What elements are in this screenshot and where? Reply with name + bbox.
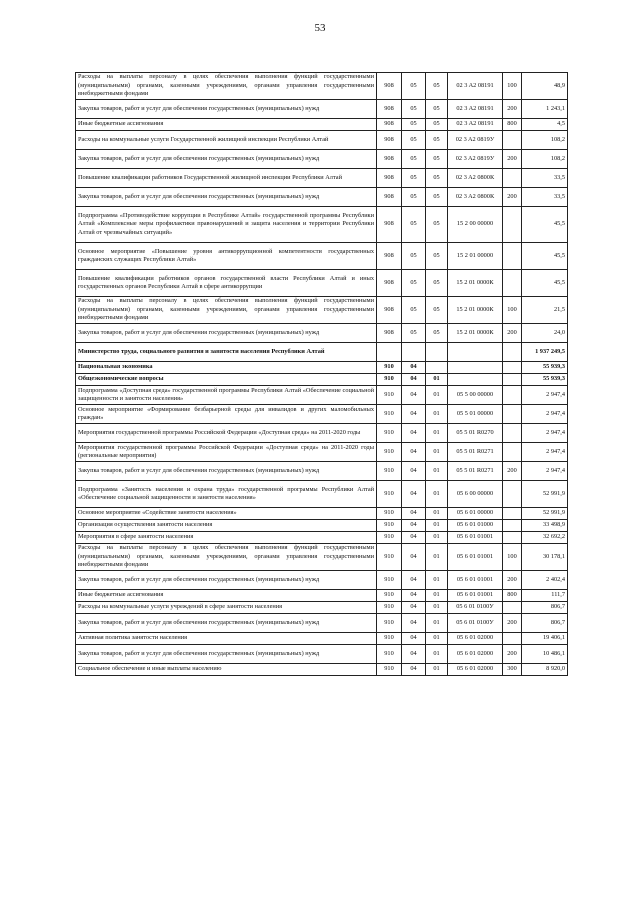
target-article-cell: 15 2 01 0000К xyxy=(448,297,503,324)
table-row xyxy=(76,424,568,443)
expense-type-cell: 200 xyxy=(503,188,522,207)
ministry-code-cell: 908 xyxy=(377,188,402,207)
target-article-cell: 05 6 01 00000 xyxy=(448,508,503,520)
subsection-code-cell: 01 xyxy=(426,405,448,424)
section-code-cell: 05 xyxy=(402,131,426,150)
amount-cell: 108,2 xyxy=(522,131,568,150)
expense-type-cell xyxy=(503,633,522,645)
ministry-code-cell: 908 xyxy=(377,297,402,324)
expense-type-cell: 100 xyxy=(503,73,522,100)
item-name-cell: Закупка товаров, работ и услуг для обеспечения государственных (муниципальных) нужд xyxy=(76,614,377,633)
item-name-cell: Основное мероприятие «Формирование безбарьерной среды для инвалидов и других маломобильных граждан» xyxy=(76,405,377,424)
amount-cell: 4,5 xyxy=(522,119,568,131)
target-article-cell xyxy=(448,362,503,374)
section-code-cell: 04 xyxy=(402,614,426,633)
ministry-code-cell: 910 xyxy=(377,508,402,520)
expense-type-cell xyxy=(503,343,522,362)
section-code-cell: 05 xyxy=(402,207,426,243)
item-name-cell: Закупка товаров, работ и услуг для обеспечения государственных (муниципальных) нужд xyxy=(76,645,377,664)
section-code-cell: 04 xyxy=(402,544,426,571)
expense-type-cell xyxy=(503,131,522,150)
item-name-cell: Повышение квалификации работников Государственной жилищной инспекции Республики Алтай xyxy=(76,169,377,188)
section-code-cell: 05 xyxy=(402,150,426,169)
subsection-code-cell: 01 xyxy=(426,633,448,645)
target-article-cell: 05 6 01 01000 xyxy=(448,520,503,532)
section-code-cell: 04 xyxy=(402,645,426,664)
item-name-cell: Мероприятия государственной программы Российской Федерации «Доступная среда» на 2011-2020 годы (региональные мероприятия) xyxy=(76,443,377,462)
subsection-code-cell: 01 xyxy=(426,424,448,443)
table-row xyxy=(76,508,568,520)
amount-cell: 30 178,1 xyxy=(522,544,568,571)
expense-type-cell xyxy=(503,386,522,405)
subsection-code-cell: 01 xyxy=(426,571,448,590)
amount-cell: 10 486,1 xyxy=(522,645,568,664)
ministry-code-cell: 908 xyxy=(377,73,402,100)
section-code-cell: 04 xyxy=(402,443,426,462)
table-row xyxy=(76,544,568,571)
section-code-cell: 04 xyxy=(402,508,426,520)
amount-cell: 2 947,4 xyxy=(522,405,568,424)
item-name-cell: Основное мероприятие «Повышение уровня антикоррупционной компетентности государственных гражданских служащих Республики Алтай» xyxy=(76,243,377,270)
table-row xyxy=(76,532,568,544)
amount-cell: 8 920,0 xyxy=(522,664,568,676)
ministry-code-cell: 908 xyxy=(377,100,402,119)
subsection-code-cell: 01 xyxy=(426,374,448,386)
item-name-cell: Мероприятия государственной программы Российской Федерации «Доступная среда» на 2011-2020 годы xyxy=(76,424,377,443)
item-name-cell: Расходы на выплаты персоналу в целях обеспечения выполнения функций государственными (муниципальными) органами, казенными учреждениями, органами управления государственными внебюджетными фондами xyxy=(76,297,377,324)
table-row xyxy=(76,571,568,590)
amount-cell: 806,7 xyxy=(522,602,568,614)
subsection-code-cell: 01 xyxy=(426,614,448,633)
section-code-cell: 04 xyxy=(402,532,426,544)
item-name-cell: Закупка товаров, работ и услуг для обеспечения государственных (муниципальных) нужд xyxy=(76,324,377,343)
table-row xyxy=(76,324,568,343)
subsection-code-cell: 05 xyxy=(426,207,448,243)
table-row xyxy=(76,188,568,207)
amount-cell: 45,5 xyxy=(522,270,568,297)
ministry-code-cell: 910 xyxy=(377,386,402,405)
item-name-cell: Организация осуществления занятости населения xyxy=(76,520,377,532)
section-code-cell: 04 xyxy=(402,424,426,443)
amount-cell: 52 991,9 xyxy=(522,481,568,508)
section-code-cell: 05 xyxy=(402,270,426,297)
subsection-code-cell: 05 xyxy=(426,150,448,169)
item-name-cell: Национальная экономика xyxy=(76,362,377,374)
target-article-cell: 15 2 00 00000 xyxy=(448,207,503,243)
table-row xyxy=(76,645,568,664)
amount-cell: 2 947,4 xyxy=(522,443,568,462)
subsection-code-cell: 05 xyxy=(426,297,448,324)
section-code-cell: 05 xyxy=(402,243,426,270)
section-code-cell: 04 xyxy=(402,633,426,645)
target-article-cell: 02 3 A2 08191 xyxy=(448,100,503,119)
table-row xyxy=(76,119,568,131)
amount-cell: 2 947,4 xyxy=(522,386,568,405)
ministry-code-cell: 908 xyxy=(377,324,402,343)
target-article-cell: 05 6 01 01001 xyxy=(448,544,503,571)
amount-cell: 32 692,2 xyxy=(522,532,568,544)
subsection-code-cell: 01 xyxy=(426,520,448,532)
table-row xyxy=(76,386,568,405)
ministry-code-cell: 910 xyxy=(377,602,402,614)
section-code-cell: 04 xyxy=(402,602,426,614)
table-row xyxy=(76,374,568,386)
item-name-cell: Активная политика занятости населения xyxy=(76,633,377,645)
item-name-cell: Закупка товаров, работ и услуг для обеспечения государственных (муниципальных) нужд xyxy=(76,100,377,119)
expense-type-cell: 200 xyxy=(503,571,522,590)
item-name-cell: Общеэкономические вопросы xyxy=(76,374,377,386)
subsection-code-cell xyxy=(426,362,448,374)
subsection-code-cell: 05 xyxy=(426,131,448,150)
expense-type-cell xyxy=(503,508,522,520)
section-code-cell: 05 xyxy=(402,169,426,188)
subsection-code-cell: 05 xyxy=(426,270,448,297)
expense-type-cell xyxy=(503,481,522,508)
amount-cell: 45,5 xyxy=(522,243,568,270)
ministry-code-cell: 908 xyxy=(377,119,402,131)
target-article-cell: 05 6 01 0100У xyxy=(448,614,503,633)
section-code-cell: 05 xyxy=(402,297,426,324)
subsection-code-cell: 01 xyxy=(426,386,448,405)
amount-cell: 52 991,9 xyxy=(522,508,568,520)
section-code-cell: 05 xyxy=(402,119,426,131)
item-name-cell: Подпрограмма «Доступная среда» государственной программы Республики Алтай «Обеспечение социальной защищенности и занятости населения» xyxy=(76,386,377,405)
ministry-code-cell: 910 xyxy=(377,544,402,571)
ministry-code-cell: 908 xyxy=(377,243,402,270)
expense-type-cell: 200 xyxy=(503,462,522,481)
subsection-code-cell xyxy=(426,343,448,362)
ministry-code-cell: 908 xyxy=(377,207,402,243)
table-row xyxy=(76,633,568,645)
item-name-cell: Закупка товаров, работ и услуг для обеспечения государственных (муниципальных) нужд xyxy=(76,150,377,169)
subsection-code-cell: 05 xyxy=(426,100,448,119)
target-article-cell: 05 5 00 00000 xyxy=(448,386,503,405)
target-article-cell: 05 6 01 02000 xyxy=(448,633,503,645)
ministry-code-cell: 910 xyxy=(377,633,402,645)
amount-cell: 33 498,9 xyxy=(522,520,568,532)
amount-cell: 55 939,3 xyxy=(522,362,568,374)
subsection-code-cell: 01 xyxy=(426,443,448,462)
item-name-cell: Повышение квалификации работников органов государственной власти Республики Алтай и иных государственных органов Республики Алтай в сфере антикоррупции xyxy=(76,270,377,297)
expense-type-cell: 100 xyxy=(503,297,522,324)
target-article-cell: 05 5 01 R0270 xyxy=(448,424,503,443)
table-row xyxy=(76,443,568,462)
section-code-cell: 05 xyxy=(402,100,426,119)
subsection-code-cell: 01 xyxy=(426,664,448,676)
item-name-cell: Социальное обеспечение и иные выплаты населению xyxy=(76,664,377,676)
expense-type-cell: 200 xyxy=(503,614,522,633)
expense-type-cell xyxy=(503,424,522,443)
amount-cell: 2 947,4 xyxy=(522,462,568,481)
table-row xyxy=(76,150,568,169)
item-name-cell: Подпрограмма «Противодействие коррупции в Республике Алтай» государственной программы Республики Алтай «Комплексные меры профилактики правонарушений и защита населения и территории Республики Алтай от чрезвычайных ситуаций» xyxy=(76,207,377,243)
table-row xyxy=(76,405,568,424)
target-article-cell: 02 3 A2 08191 xyxy=(448,119,503,131)
table-row xyxy=(76,362,568,374)
section-code-cell: 04 xyxy=(402,590,426,602)
budget-table-body xyxy=(76,73,568,676)
ministry-code-cell: 910 xyxy=(377,664,402,676)
ministry-code-cell: 908 xyxy=(377,169,402,188)
expense-type-cell: 200 xyxy=(503,150,522,169)
expense-type-cell xyxy=(503,362,522,374)
table-row xyxy=(76,207,568,243)
subsection-code-cell: 01 xyxy=(426,532,448,544)
section-code-cell: 05 xyxy=(402,324,426,343)
ministry-code-cell: 910 xyxy=(377,481,402,508)
ministry-code-cell: 910 xyxy=(377,424,402,443)
subsection-code-cell: 05 xyxy=(426,243,448,270)
subsection-code-cell: 01 xyxy=(426,544,448,571)
ministry-code-cell: 910 xyxy=(377,614,402,633)
target-article-cell: 05 5 01 R0271 xyxy=(448,443,503,462)
item-name-cell: Основное мероприятие «Содействие занятости населения» xyxy=(76,508,377,520)
item-name-cell: Расходы на коммунальные услуги учреждений в сфере занятости населения xyxy=(76,602,377,614)
table-row xyxy=(76,243,568,270)
subsection-code-cell: 01 xyxy=(426,462,448,481)
amount-cell: 2 402,4 xyxy=(522,571,568,590)
section-code-cell: 04 xyxy=(402,462,426,481)
ministry-code-cell: 910 xyxy=(377,405,402,424)
target-article-cell: 05 6 01 01001 xyxy=(448,532,503,544)
expense-type-cell: 100 xyxy=(503,544,522,571)
amount-cell: 33,5 xyxy=(522,188,568,207)
target-article-cell: 02 3 A2 0819У xyxy=(448,131,503,150)
item-name-cell: Расходы на выплаты персоналу в целях обеспечения выполнения функций государственными (муниципальными) органами, казенными учреждениями, органами управления государственными внебюджетными фондами xyxy=(76,73,377,100)
amount-cell: 45,5 xyxy=(522,207,568,243)
item-name-cell: Иные бюджетные ассигнования xyxy=(76,590,377,602)
target-article-cell xyxy=(448,374,503,386)
subsection-code-cell: 01 xyxy=(426,508,448,520)
ministry-code-cell: 910 xyxy=(377,571,402,590)
target-article-cell: 15 2 01 0000К xyxy=(448,324,503,343)
section-code-cell xyxy=(402,343,426,362)
subsection-code-cell: 01 xyxy=(426,481,448,508)
ministry-code-cell: 910 xyxy=(377,443,402,462)
expense-type-cell xyxy=(503,443,522,462)
table-row xyxy=(76,169,568,188)
expense-type-cell: 800 xyxy=(503,590,522,602)
ministry-code-cell xyxy=(377,343,402,362)
section-code-cell: 04 xyxy=(402,664,426,676)
subsection-code-cell: 01 xyxy=(426,590,448,602)
table-row xyxy=(76,297,568,324)
amount-cell: 2 947,4 xyxy=(522,424,568,443)
subsection-code-cell: 05 xyxy=(426,169,448,188)
amount-cell: 55 939,3 xyxy=(522,374,568,386)
ministry-code-cell: 910 xyxy=(377,374,402,386)
ministry-code-cell: 910 xyxy=(377,520,402,532)
ministry-code-cell: 910 xyxy=(377,532,402,544)
item-name-cell: Мероприятия в сфере занятости населения xyxy=(76,532,377,544)
table-row xyxy=(76,520,568,532)
budget-table xyxy=(75,72,568,676)
expense-type-cell: 200 xyxy=(503,100,522,119)
ministry-code-cell: 910 xyxy=(377,590,402,602)
section-code-cell: 05 xyxy=(402,73,426,100)
section-code-cell: 04 xyxy=(402,481,426,508)
amount-cell: 1 937 249,5 xyxy=(522,343,568,362)
item-name-cell: Закупка товаров, работ и услуг для обеспечения государственных (муниципальных) нужд xyxy=(76,462,377,481)
table-row xyxy=(76,481,568,508)
ministry-code-cell: 908 xyxy=(377,131,402,150)
target-article-cell: 02 3 A2 0819У xyxy=(448,150,503,169)
table-row xyxy=(76,131,568,150)
target-article-cell: 05 6 00 00000 xyxy=(448,481,503,508)
section-code-cell: 04 xyxy=(402,386,426,405)
amount-cell: 19 406,1 xyxy=(522,633,568,645)
target-article-cell: 02 3 A2 0800К xyxy=(448,169,503,188)
table-row xyxy=(76,270,568,297)
table-row xyxy=(76,590,568,602)
section-code-cell: 04 xyxy=(402,571,426,590)
amount-cell: 111,7 xyxy=(522,590,568,602)
target-article-cell: 02 3 A2 08191 xyxy=(448,73,503,100)
ministry-code-cell: 908 xyxy=(377,270,402,297)
item-name-cell: Расходы на коммунальные услуги Государственной жилищной инспекции Республики Алтай xyxy=(76,131,377,150)
ministry-code-cell: 908 xyxy=(377,150,402,169)
table-row xyxy=(76,602,568,614)
expense-type-cell xyxy=(503,270,522,297)
table-row xyxy=(76,462,568,481)
amount-cell: 1 243,1 xyxy=(522,100,568,119)
ministry-code-cell: 910 xyxy=(377,462,402,481)
target-article-cell: 05 6 01 02000 xyxy=(448,664,503,676)
table-row xyxy=(76,614,568,633)
subsection-code-cell: 01 xyxy=(426,645,448,664)
subsection-code-cell: 05 xyxy=(426,324,448,343)
expense-type-cell xyxy=(503,243,522,270)
expense-type-cell: 300 xyxy=(503,664,522,676)
section-code-cell: 04 xyxy=(402,362,426,374)
expense-type-cell xyxy=(503,207,522,243)
expense-type-cell: 200 xyxy=(503,324,522,343)
subsection-code-cell: 05 xyxy=(426,119,448,131)
table-row xyxy=(76,343,568,362)
expense-type-cell xyxy=(503,405,522,424)
target-article-cell: 15 2 01 0000К xyxy=(448,270,503,297)
target-article-cell: 02 3 A2 0800К xyxy=(448,188,503,207)
amount-cell: 48,9 xyxy=(522,73,568,100)
item-name-cell: Закупка товаров, работ и услуг для обеспечения государственных (муниципальных) нужд xyxy=(76,571,377,590)
item-name-cell: Министерство труда, социального развития и занятости населения Республики Алтай xyxy=(76,343,377,362)
expense-type-cell xyxy=(503,602,522,614)
table-row xyxy=(76,73,568,100)
expense-type-cell xyxy=(503,169,522,188)
item-name-cell: Подпрограмма «Занятость населения и охрана труда» государственной программы Республики Алтай «Обеспечение социальной защищенности и занятости населения» xyxy=(76,481,377,508)
ministry-code-cell: 910 xyxy=(377,362,402,374)
expense-type-cell: 200 xyxy=(503,645,522,664)
section-code-cell: 04 xyxy=(402,405,426,424)
target-article-cell: 05 5 01 00000 xyxy=(448,405,503,424)
ministry-code-cell: 910 xyxy=(377,645,402,664)
amount-cell: 33,5 xyxy=(522,169,568,188)
target-article-cell: 05 6 01 02000 xyxy=(448,645,503,664)
expense-type-cell xyxy=(503,532,522,544)
expense-type-cell xyxy=(503,374,522,386)
item-name-cell: Иные бюджетные ассигнования xyxy=(76,119,377,131)
table-row xyxy=(76,664,568,676)
page-number: 53 xyxy=(314,22,326,34)
target-article-cell: 05 6 01 0100У xyxy=(448,602,503,614)
amount-cell: 806,7 xyxy=(522,614,568,633)
target-article-cell: 05 6 01 01001 xyxy=(448,571,503,590)
subsection-code-cell: 05 xyxy=(426,188,448,207)
amount-cell: 108,2 xyxy=(522,150,568,169)
amount-cell: 21,5 xyxy=(522,297,568,324)
target-article-cell: 05 5 01 R0271 xyxy=(448,462,503,481)
expense-type-cell xyxy=(503,520,522,532)
item-name-cell: Закупка товаров, работ и услуг для обеспечения государственных (муниципальных) нужд xyxy=(76,188,377,207)
table-row xyxy=(76,100,568,119)
section-code-cell: 04 xyxy=(402,520,426,532)
item-name-cell: Расходы на выплаты персоналу в целях обеспечения выполнения функций государственными (муниципальными) органами, казенными учреждениями, органами управления государственными внебюджетными фондами xyxy=(76,544,377,571)
expense-type-cell: 800 xyxy=(503,119,522,131)
amount-cell: 24,0 xyxy=(522,324,568,343)
subsection-code-cell: 05 xyxy=(426,73,448,100)
target-article-cell xyxy=(448,343,503,362)
subsection-code-cell: 01 xyxy=(426,602,448,614)
section-code-cell: 04 xyxy=(402,374,426,386)
target-article-cell: 05 6 01 01001 xyxy=(448,590,503,602)
section-code-cell: 05 xyxy=(402,188,426,207)
target-article-cell: 15 2 01 00000 xyxy=(448,243,503,270)
